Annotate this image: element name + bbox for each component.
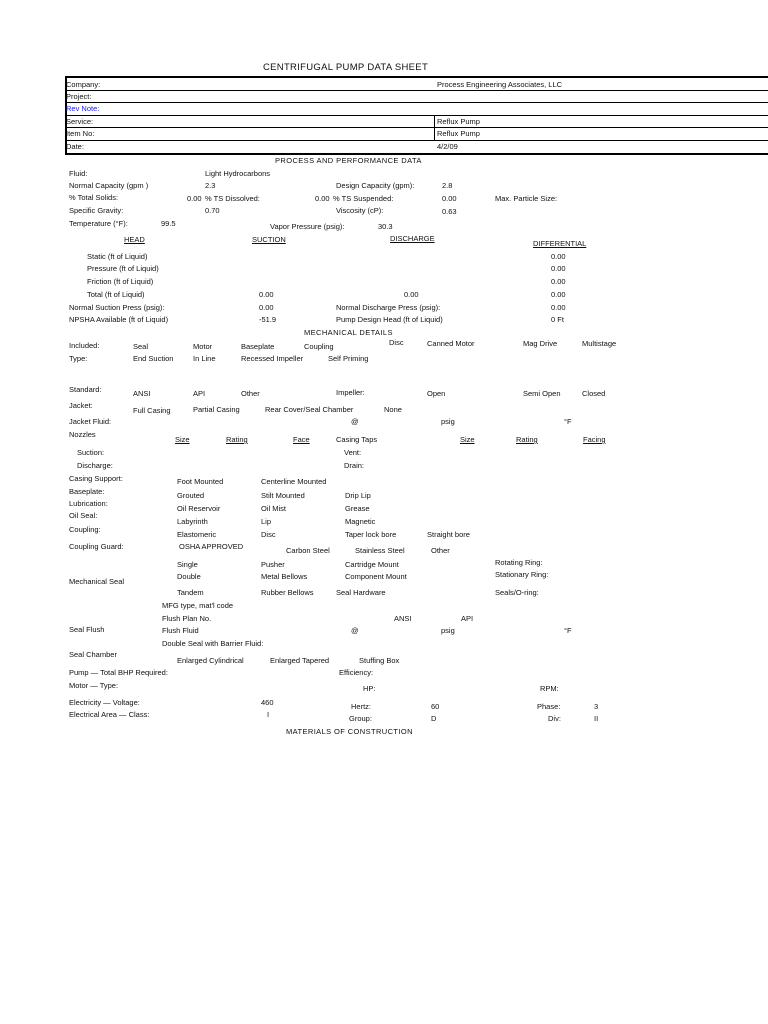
npsha-value[interactable]: -51.9 [259, 315, 277, 324]
seal-chamber-cylindrical[interactable]: Enlarged Cylindrical [177, 656, 244, 665]
materials-section-title: MATERIALS OF CONSTRUCTION [286, 727, 413, 736]
coupling-taper-lock[interactable]: Taper lock bore [345, 530, 397, 539]
date-value[interactable]: 4/2/09 [437, 142, 458, 151]
header-divider [65, 115, 768, 116]
header-inner-divider [434, 115, 435, 140]
oil-seal-magnetic[interactable]: Magnetic [345, 517, 376, 526]
nozzle-face-header: Face [293, 435, 310, 444]
header-bottom-border [65, 153, 768, 155]
coupling-elastomeric[interactable]: Elastomeric [177, 530, 217, 539]
phase-value[interactable]: 3 [594, 702, 599, 711]
hertz-value[interactable]: 60 [431, 702, 440, 711]
double-seal-barrier-label: Double Seal with Barrier Fluid: [162, 639, 264, 648]
date-label: Date: [66, 142, 84, 151]
total-diff-value[interactable]: 0.00 [551, 290, 566, 299]
viscosity-value[interactable]: 0.63 [442, 207, 457, 216]
mech-seal-tandem[interactable]: Tandem [177, 588, 204, 597]
casing-support-label: Casing Support: [69, 474, 123, 483]
service-value[interactable]: Reflux Pump [437, 117, 480, 126]
type-option-self-priming[interactable]: Self Priming [328, 354, 369, 363]
coupling-guard-label: Coupling Guard: [69, 542, 124, 551]
jacket-psig-label: psig [441, 417, 455, 426]
baseplate-stilt[interactable]: Stilt Mounted [261, 491, 305, 500]
header-top-border [65, 76, 768, 78]
group-label: Group: [349, 714, 372, 723]
seals-orings-label: Seals/O-ring: [495, 588, 539, 597]
impeller-option-semi-open[interactable]: Semi Open [523, 389, 561, 398]
group-value[interactable]: D [431, 714, 437, 723]
ts-dissolved-value[interactable]: 0.00 [315, 194, 330, 203]
header-divider [65, 140, 768, 141]
type-option-end-suction[interactable]: End Suction [133, 354, 174, 363]
specific-gravity-value[interactable]: 0.70 [205, 206, 220, 215]
fluid-label: Fluid: [69, 169, 88, 178]
type-option-in-line[interactable]: In Line [193, 354, 216, 363]
total-suction-value[interactable]: 0.00 [259, 290, 274, 299]
nozzle-size-header: Size [175, 435, 190, 444]
impeller-label: Impeller: [336, 388, 365, 397]
coupling-guard-osha[interactable]: OSHA APPROVED [179, 542, 244, 551]
flush-api-option[interactable]: API [461, 614, 474, 623]
type-option-mag-drive[interactable]: Mag Drive [523, 339, 558, 348]
lubrication-oil-mist[interactable]: Oil Mist [261, 504, 286, 513]
seal-flush-label: Seal Flush [69, 625, 105, 634]
electrical-area-label: Electrical Area — Class: [69, 710, 150, 719]
discharge-header: DISCHARGE [390, 234, 435, 243]
mech-seal-pusher[interactable]: Pusher [261, 560, 285, 569]
pump-bhp-label: Pump — Total BHP Required: [69, 668, 168, 677]
total-label: Total (ft of Liquid) [87, 290, 145, 299]
included-option-coupling[interactable]: Coupling [304, 342, 334, 351]
electricity-voltage-label: Electricity — Voltage: [69, 698, 140, 707]
normal-capacity-value[interactable]: 2.3 [205, 181, 216, 190]
seal-chamber-stuffing-box[interactable]: Stuffing Box [359, 656, 400, 665]
temperature-value[interactable]: 99.5 [161, 219, 176, 228]
jacket-option-full-casing[interactable]: Full Casing [133, 406, 171, 415]
suction-header: SUCTION [252, 235, 286, 244]
jacket-label: Jacket: [69, 401, 93, 410]
motor-type-label: Motor — Type: [69, 681, 119, 690]
friction-diff-value[interactable]: 0.00 [551, 277, 566, 286]
rpm-label: RPM: [540, 684, 559, 693]
coupling-disc[interactable]: Disc [261, 530, 276, 539]
lubrication-label: Lubrication: [69, 499, 108, 508]
included-option-seal[interactable]: Seal [133, 342, 149, 351]
phase-label: Phase: [537, 702, 561, 711]
pressure-label: Pressure (ft of Liquid) [87, 264, 159, 273]
coupling-guard-stainless[interactable]: Stainless Steel [355, 546, 405, 555]
normal-discharge-value[interactable]: 0.00 [551, 303, 566, 312]
friction-label: Friction (ft of Liquid) [87, 277, 154, 286]
casing-support-centerline[interactable]: Centerline Mounted [261, 477, 327, 486]
type-option-multistage[interactable]: Multistage [582, 339, 617, 348]
mech-seal-single[interactable]: Single [177, 560, 198, 569]
seal-chamber-label: Seal Chamber [69, 650, 117, 659]
type-option-recessed-impeller[interactable]: Recessed Impeller [241, 354, 304, 363]
jacket-degf-label: °F [564, 417, 572, 426]
process-section-title: PROCESS AND PERFORMANCE DATA [275, 156, 422, 165]
total-solids-value[interactable]: 0.00 [187, 194, 202, 203]
included-label: Included: [69, 341, 100, 350]
type-option-disc[interactable]: Disc [389, 338, 404, 347]
mech-seal-cartridge[interactable]: Cartridge Mount [345, 560, 399, 569]
differential-header: DIFFERENTIAL [533, 239, 587, 248]
seal-chamber-tapered[interactable]: Enlarged Tapered [270, 656, 330, 665]
impeller-option-closed[interactable]: Closed [582, 389, 606, 398]
baseplate-label: Baseplate: [69, 487, 105, 496]
jacket-option-none[interactable]: None [384, 405, 402, 414]
pressure-diff-value[interactable]: 0.00 [551, 264, 566, 273]
coupling-guard-carbon-steel[interactable]: Carbon Steel [286, 546, 330, 555]
rev-note-label: Rev Note: [66, 104, 100, 113]
mech-seal-double[interactable]: Double [177, 572, 201, 581]
class-value[interactable]: I [267, 710, 270, 719]
static-label: Static (ft of Liquid) [87, 252, 148, 261]
service-label: Service: [66, 117, 94, 126]
flush-at-symbol: @ [351, 626, 359, 635]
included-option-baseplate[interactable]: Baseplate [241, 342, 275, 351]
lubrication-grease[interactable]: Grease [345, 504, 370, 513]
fluid-value[interactable]: Light Hydrocarbons [205, 169, 271, 178]
design-capacity-value[interactable]: 2.8 [442, 181, 453, 190]
nozzle-discharge-label: Discharge: [77, 461, 113, 470]
coupling-straight-bore[interactable]: Straight bore [427, 530, 470, 539]
hertz-label: Hertz: [351, 702, 372, 711]
normal-discharge-label: Normal Discharge Press (psig): [336, 303, 441, 312]
jacket-option-rear-cover[interactable]: Rear Cover/Seal Chamber [265, 405, 354, 414]
impeller-option-open[interactable]: Open [427, 389, 446, 398]
flush-psig-label: psig [441, 626, 455, 635]
nozzle-rating-header: Rating [226, 435, 248, 444]
vapor-pressure-value[interactable]: 30.3 [378, 222, 393, 231]
baseplate-drip-lip[interactable]: Drip Lip [345, 491, 371, 500]
nozzle-suction-label: Suction: [77, 448, 105, 457]
mechanical-seal-label: Mechanical Seal [69, 577, 125, 586]
baseplate-grouted[interactable]: Grouted [177, 491, 205, 500]
hp-label: HP: [363, 684, 376, 693]
normal-capacity-label: Normal Capacity (gpm ) [69, 181, 149, 190]
drain-label: Drain: [344, 461, 365, 470]
total-discharge-value[interactable]: 0.00 [404, 290, 419, 299]
header-divider [65, 127, 768, 128]
ts-suspended-value[interactable]: 0.00 [442, 194, 457, 203]
taps-facing-header: Facing [583, 435, 606, 444]
pump-design-head-value[interactable]: 0 Ft [551, 315, 564, 324]
head-header: HEAD [124, 235, 145, 244]
normal-suction-value[interactable]: 0.00 [259, 303, 274, 312]
mech-seal-metal-bellows[interactable]: Metal Bellows [261, 572, 308, 581]
header-divider [65, 102, 768, 103]
jacket-option-partial-casing[interactable]: Partial Casing [193, 405, 240, 414]
div-value[interactable]: II [594, 714, 599, 723]
header-divider [65, 90, 768, 91]
npsha-label: NPSHA Available (ft of Liquid) [69, 315, 169, 324]
vapor-pressure-label: Vapor Pressure (psig): [270, 222, 345, 231]
company-value[interactable]: Process Engineering Associates, LLC [437, 80, 563, 89]
mechanical-section-title: MECHANICAL DETAILS [304, 328, 393, 337]
standard-option-ansi[interactable]: ANSI [133, 389, 151, 398]
company-label: Company: [66, 80, 101, 89]
div-label: Div: [548, 714, 561, 723]
taps-rating-header: Rating [516, 435, 538, 444]
seal-hardware-label: Seal Hardware [336, 588, 386, 597]
vent-label: Vent: [344, 448, 362, 457]
project-label: Project: [66, 92, 92, 101]
design-capacity-label: Design Capacity (gpm): [336, 181, 415, 190]
item-value[interactable]: Reflux Pump [437, 129, 480, 138]
casing-taps-label: Casing Taps [336, 435, 378, 444]
jacket-at-symbol: @ [351, 417, 359, 426]
ts-suspended-label: % TS Suspended: [333, 194, 394, 203]
standard-option-api[interactable]: API [193, 389, 206, 398]
viscosity-label: Viscosity (cP): [336, 206, 384, 215]
mfg-type-label: MFG type, mat'l code [162, 601, 234, 610]
lubrication-oil-reservoir[interactable]: Oil Reservoir [177, 504, 221, 513]
max-particle-label: Max. Particle Size: [495, 194, 558, 203]
ts-dissolved-label: % TS Dissolved: [205, 194, 260, 203]
flush-ansi-option[interactable]: ANSI [394, 614, 412, 623]
total-solids-label: % Total Solids: [69, 193, 119, 202]
mech-seal-rubber-bellows[interactable]: Rubber Bellows [261, 588, 314, 597]
rotating-ring-label: Rotating Ring: [495, 558, 543, 567]
taps-size-header: Size [460, 435, 475, 444]
type-option-canned-motor[interactable]: Canned Motor [427, 339, 475, 348]
jacket-fluid-label: Jacket Fluid: [69, 417, 112, 426]
coupling-guard-other[interactable]: Other [431, 546, 450, 555]
coupling-label: Coupling: [69, 525, 101, 534]
voltage-value[interactable]: 460 [261, 698, 274, 707]
temperature-label: Temperature (°F): [69, 219, 128, 228]
nozzles-label: Nozzles [69, 430, 96, 439]
standard-label: Standard: [69, 385, 102, 394]
flush-degf-label: °F [564, 626, 572, 635]
included-option-motor[interactable]: Motor [193, 342, 213, 351]
casing-support-foot[interactable]: Foot Mounted [177, 477, 224, 486]
oil-seal-lip[interactable]: Lip [261, 517, 272, 526]
stationary-ring-label: Stationary Ring: [495, 570, 549, 579]
type-label: Type: [69, 354, 88, 363]
mech-seal-component[interactable]: Component Mount [345, 572, 407, 581]
oil-seal-labyrinth[interactable]: Labyrinth [177, 517, 208, 526]
standard-option-other[interactable]: Other [241, 389, 260, 398]
normal-suction-label: Normal Suction Press (psig): [69, 303, 165, 312]
specific-gravity-label: Specific Gravity: [69, 206, 124, 215]
efficiency-label: Efficiency: [339, 668, 374, 677]
pump-design-head-label: Pump Design Head (ft of Liquid) [336, 315, 443, 324]
item-label: Item No: [66, 129, 95, 138]
page-title: CENTRIFUGAL PUMP DATA SHEET [263, 62, 429, 73]
oil-seal-label: Oil Seal: [69, 511, 98, 520]
flush-plan-label: Flush Plan No. [162, 614, 212, 623]
static-diff-value[interactable]: 0.00 [551, 252, 566, 261]
flush-fluid-label: Flush Fluid [162, 626, 199, 635]
